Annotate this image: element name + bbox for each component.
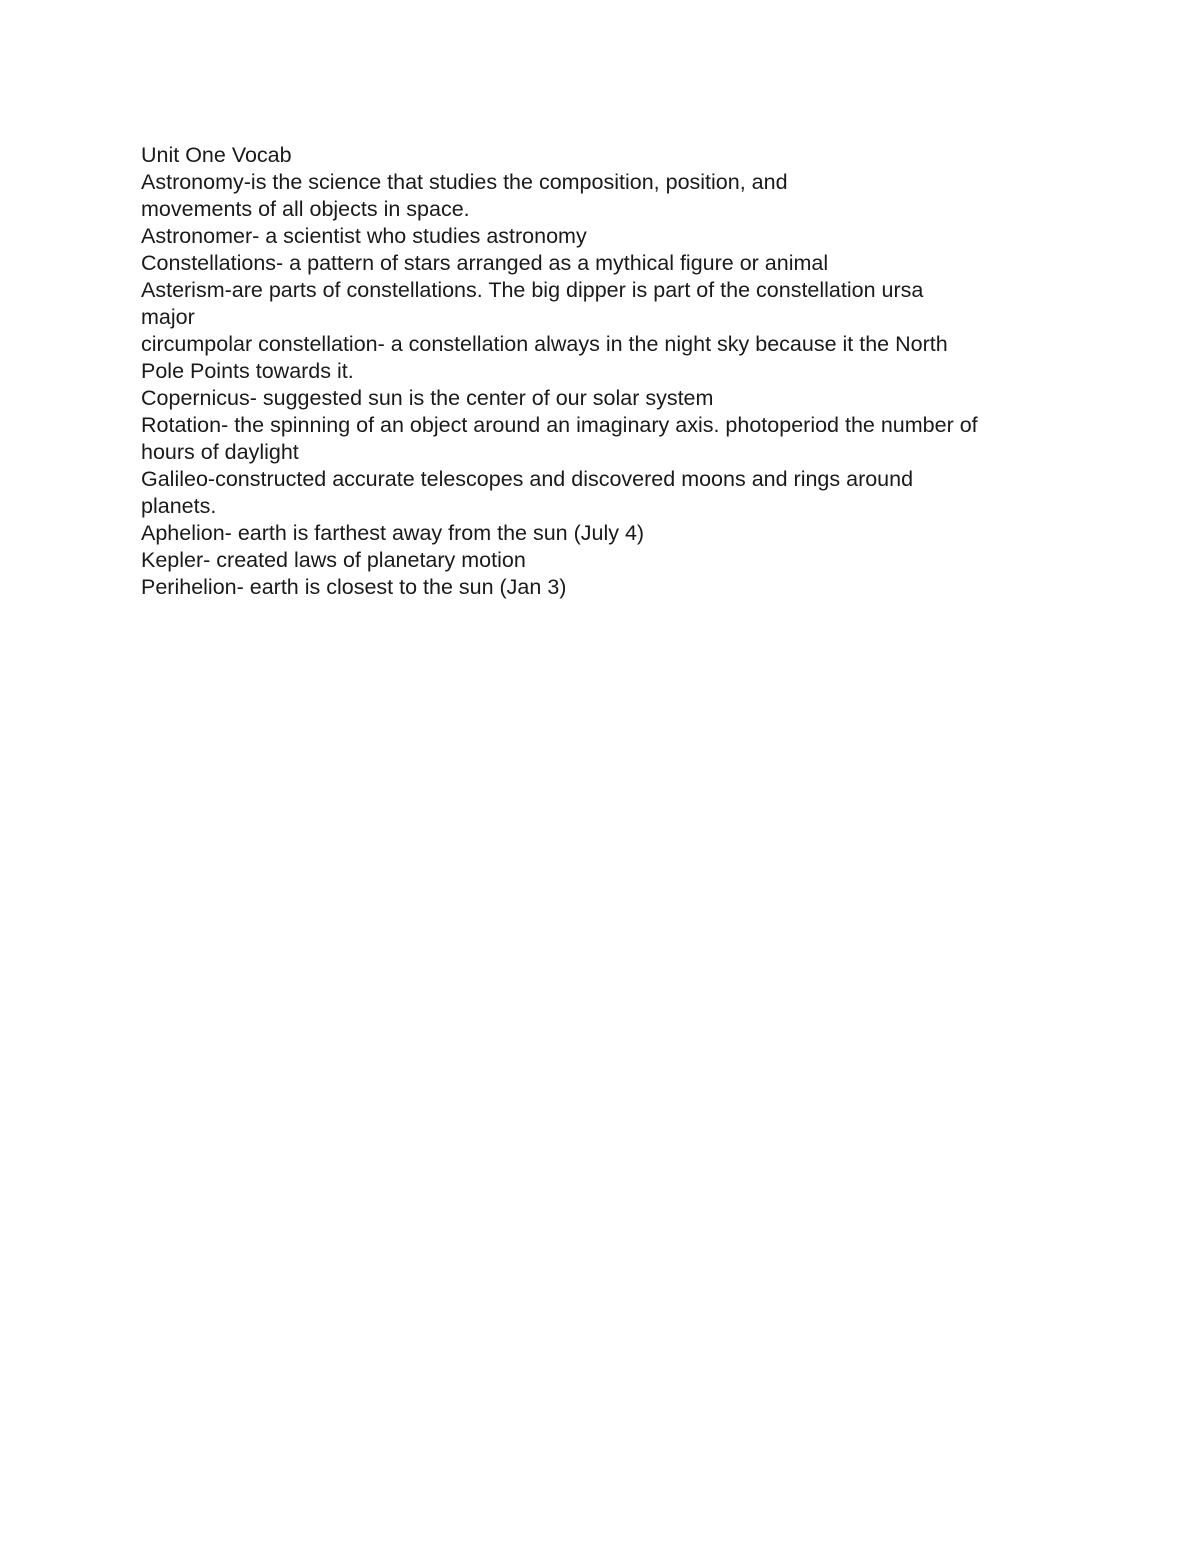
text-line: major <box>141 305 195 329</box>
text-line: movements of all objects in space. <box>141 197 470 221</box>
text-line: Aphelion- earth is farthest away from the sun (July 4) <box>141 521 645 545</box>
text-line: Asterism-are parts of constellations. The big dipper is part of the constellation ursa <box>141 278 924 302</box>
text-line: circumpolar constellation- a constellation always in the night sky because it the North <box>141 332 948 356</box>
document-title: Unit One Vocab <box>141 143 292 167</box>
document-body <box>141 142 1071 601</box>
text-line: Kepler- created laws of planetary motion <box>141 548 526 572</box>
text-line: Copernicus- suggested sun is the center of our solar system <box>141 386 714 410</box>
text-line: Galileo-constructed accurate telescopes and discovered moons and rings around <box>141 467 914 491</box>
text-line: Perihelion- earth is closest to the sun (Jan 3) <box>141 575 567 599</box>
text-line: Astronomer- a scientist who studies astronomy <box>141 224 587 248</box>
text-line: Astronomy-is the science that studies the composition, position, and <box>141 170 788 194</box>
text-line: Constellations- a pattern of stars arranged as a mythical figure or animal <box>141 251 829 275</box>
text-line: Pole Points towards it. <box>141 359 354 383</box>
text-line: Rotation- the spinning of an object around an imaginary axis. photoperiod the number of <box>141 413 978 437</box>
text-line: planets. <box>141 494 217 518</box>
text-line: hours of daylight <box>141 440 299 464</box>
